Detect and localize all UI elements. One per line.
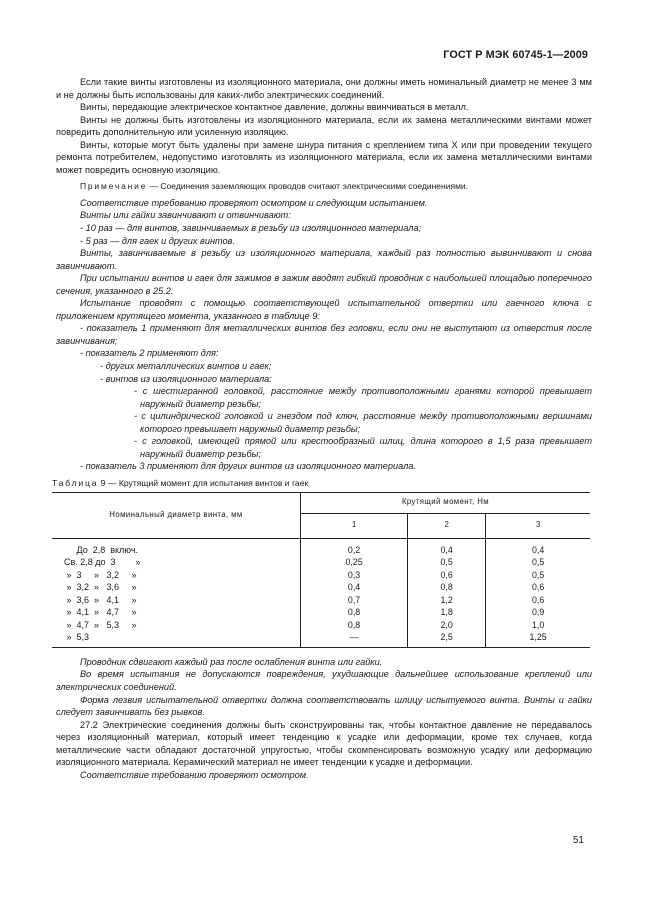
row-label: » 3,2 » 3,6 » (64, 582, 137, 593)
cell-value: 1,0 (532, 619, 545, 630)
table-row (52, 606, 590, 619)
cell-value: 0,9 (532, 607, 545, 618)
table-header-col-3: 3 (486, 513, 590, 538)
document-body (52, 76, 592, 781)
paragraph: Проводник сдвигают каждый раз после ослабления винта или гайки. (80, 656, 383, 667)
note-label: Примечание (80, 181, 148, 192)
cell-value: 0,4 (532, 544, 545, 555)
cell-value: 1,25 (486, 631, 590, 647)
indicator-2-b3: - с головкой, имеющей прямой или крестообразный шлиц, длина которого в 1,5 раза превышает наружный диаметр резьбы; (134, 436, 592, 459)
cell-value: 0,7 (301, 594, 408, 607)
table-header-col-2: 2 (408, 513, 486, 538)
table-row (52, 556, 590, 569)
cell-value: 2,0 (408, 619, 486, 632)
cell-value: 0,3 (301, 569, 408, 582)
cell-value: 0,6 (532, 594, 545, 605)
table-header-diameter: Номинальный диаметр винта, мм (52, 492, 301, 538)
list-item: - 10 раз — для винтов, завинчиваемых в резьбу из изоляционного материала; (80, 223, 422, 234)
torque-table (52, 492, 590, 648)
clause-27-2: 27.2 Электрические соединения должны быть сконструированы так, чтобы контактное давление не передавалось через изоляционный материал, который имеет тенденцию к усадке или деформации, кроме тех случаев, когда металлические части обладают достаточной упругостью, чтобы скомпенсировать возможную усадку или деформацию изоляционного материала. Керамический материал не имеет тенденции к усадке и деформации. (56, 719, 592, 768)
row-label: До 2,8 включ. (64, 544, 139, 555)
cell-value: 0,8 (408, 581, 486, 594)
paragraph: Винты, передающие электрическое контактное давление, должны ввинчиваться в металл. (80, 102, 469, 113)
row-label: » 4,7 » 5,3 » (64, 619, 137, 630)
table-header-torque: Крутящий момент, Нм (301, 492, 591, 513)
paragraph: Винты, которые могут быть удалены при замене шнура питания с креплением типа X или при проведении текущего ремонта потребителем, недопустимо изготовлять из изоляционного материала, если их замена металлическими винтами может повредить основную изоляцию. (56, 139, 592, 175)
paragraph: Если такие винты изготовлены из изоляционного материала, они должны иметь номинальный диаметр не менее 3 мм и не должны быть использованы для каких-либо электрических соединений. (56, 77, 592, 100)
table-row (52, 581, 590, 594)
document-header-title: ГОСТ Р МЭК 60745-1—2009 (443, 49, 588, 61)
table-header-col-1: 1 (301, 513, 408, 538)
cell-value: 0,4 (301, 581, 408, 594)
indicator-1: - показатель 1 применяют для металлических винтов без головки, если они не выступают из отверстия после завинчивания; (56, 323, 592, 346)
table-caption-text: 9 — Крутящий момент для испытания винтов и гаек (98, 477, 309, 488)
cell-value: 2,5 (408, 631, 486, 647)
row-label: » 4,1 » 4,7 » (64, 607, 137, 618)
cell-value: 0,8 (301, 606, 408, 619)
paragraph: Во время испытания не допускаются повреждения, ухудшающие дальнейшее использование креплений или электрических соединений. (56, 669, 592, 692)
compliance-conductor: При испытании винтов и гаек для зажимов в зажим вводят гибкий проводник с наибольшей площадью поперечного сечения, указанного в 25.2. (56, 273, 592, 296)
compliance-tighten: Винты или гайки завинчивают и отвинчивают: (80, 210, 291, 221)
cell-value: 0,5 (532, 569, 545, 580)
compliance-unscrew: Винты, завинчиваемые в резьбу из изоляционного материала, каждый раз полностью вывинчивают и снова завинчивают. (56, 248, 592, 271)
cell-value: 0,5 (408, 556, 486, 569)
table-row (52, 594, 590, 607)
table-caption (52, 477, 592, 490)
compliance-intro: Соответствие требованию проверяют осмотром и следующим испытанием. (80, 197, 428, 208)
indicator-3: - показатель 3 применяют для других винтов из изоляционного материала. (80, 461, 416, 472)
cell-value: 0,8 (301, 619, 408, 632)
table-row (52, 569, 590, 582)
cell-value: 0,5 (532, 557, 545, 568)
cell-value: — (301, 631, 408, 647)
row-label: » 3,6 » 4,1 » (64, 594, 137, 605)
cell-value: 0,4 (408, 538, 486, 556)
row-label: » 3 » 3,2 » (64, 569, 137, 580)
indicator-2: - показатель 2 применяют для: (80, 348, 219, 359)
indicator-2-b2: - с цилиндрической головкой и гнездом под ключ, расстояние между противоположными вершинами которого превышает наружный диаметр резьбы; (134, 411, 592, 434)
compliance-test: Испытание проводят с помощью соответствующей испытательной отвертки или гаечного ключа с приложением крутящего момента, указанного в таблице 9: (56, 298, 592, 321)
cell-value: 0,6 (408, 569, 486, 582)
indicator-2-a: - других металлических винтов и гаек; (100, 361, 272, 372)
cell-value: 0,25 (301, 556, 408, 569)
indicator-2-b1: - с шестигранной головкой, расстояние между противоположными гранями которой превышает наружный диаметр резьбы; (134, 386, 592, 409)
list-item: - 5 раз — для гаек и других винтов. (80, 235, 236, 246)
cell-value: 0,6 (532, 582, 545, 593)
row-label: » 5,3 (64, 632, 90, 643)
table-caption-label: Таблица (52, 477, 99, 488)
note-text: — Соединения заземляющих проводов считают электрическими соединениями. (147, 181, 469, 192)
cell-value: 1,2 (408, 594, 486, 607)
indicator-2-b: - винтов из изоляционного материала: (100, 373, 272, 384)
paragraph: Винты не должны быть изготовлены из изоляционного материала, если их замена металлическими винтами может повредить дополнительную или усиленную изоляцию. (56, 114, 592, 138)
table-row (52, 538, 590, 556)
cell-value: 0,2 (301, 538, 408, 556)
paragraph: Форма лезвия испытательной отвертки должна соответствовать шлицу испытуемого винта. Винты и гайки следует завинчивать без рывков. (56, 694, 592, 718)
row-label: Св. 2,8 до 3 » (64, 557, 141, 568)
final-compliance: Соответствие требованию проверяют осмотром. (80, 769, 309, 780)
page-number: 51 (572, 835, 584, 846)
note (56, 180, 592, 193)
cell-value: 1,8 (408, 606, 486, 619)
table-row (52, 619, 590, 632)
table-row (52, 631, 590, 647)
